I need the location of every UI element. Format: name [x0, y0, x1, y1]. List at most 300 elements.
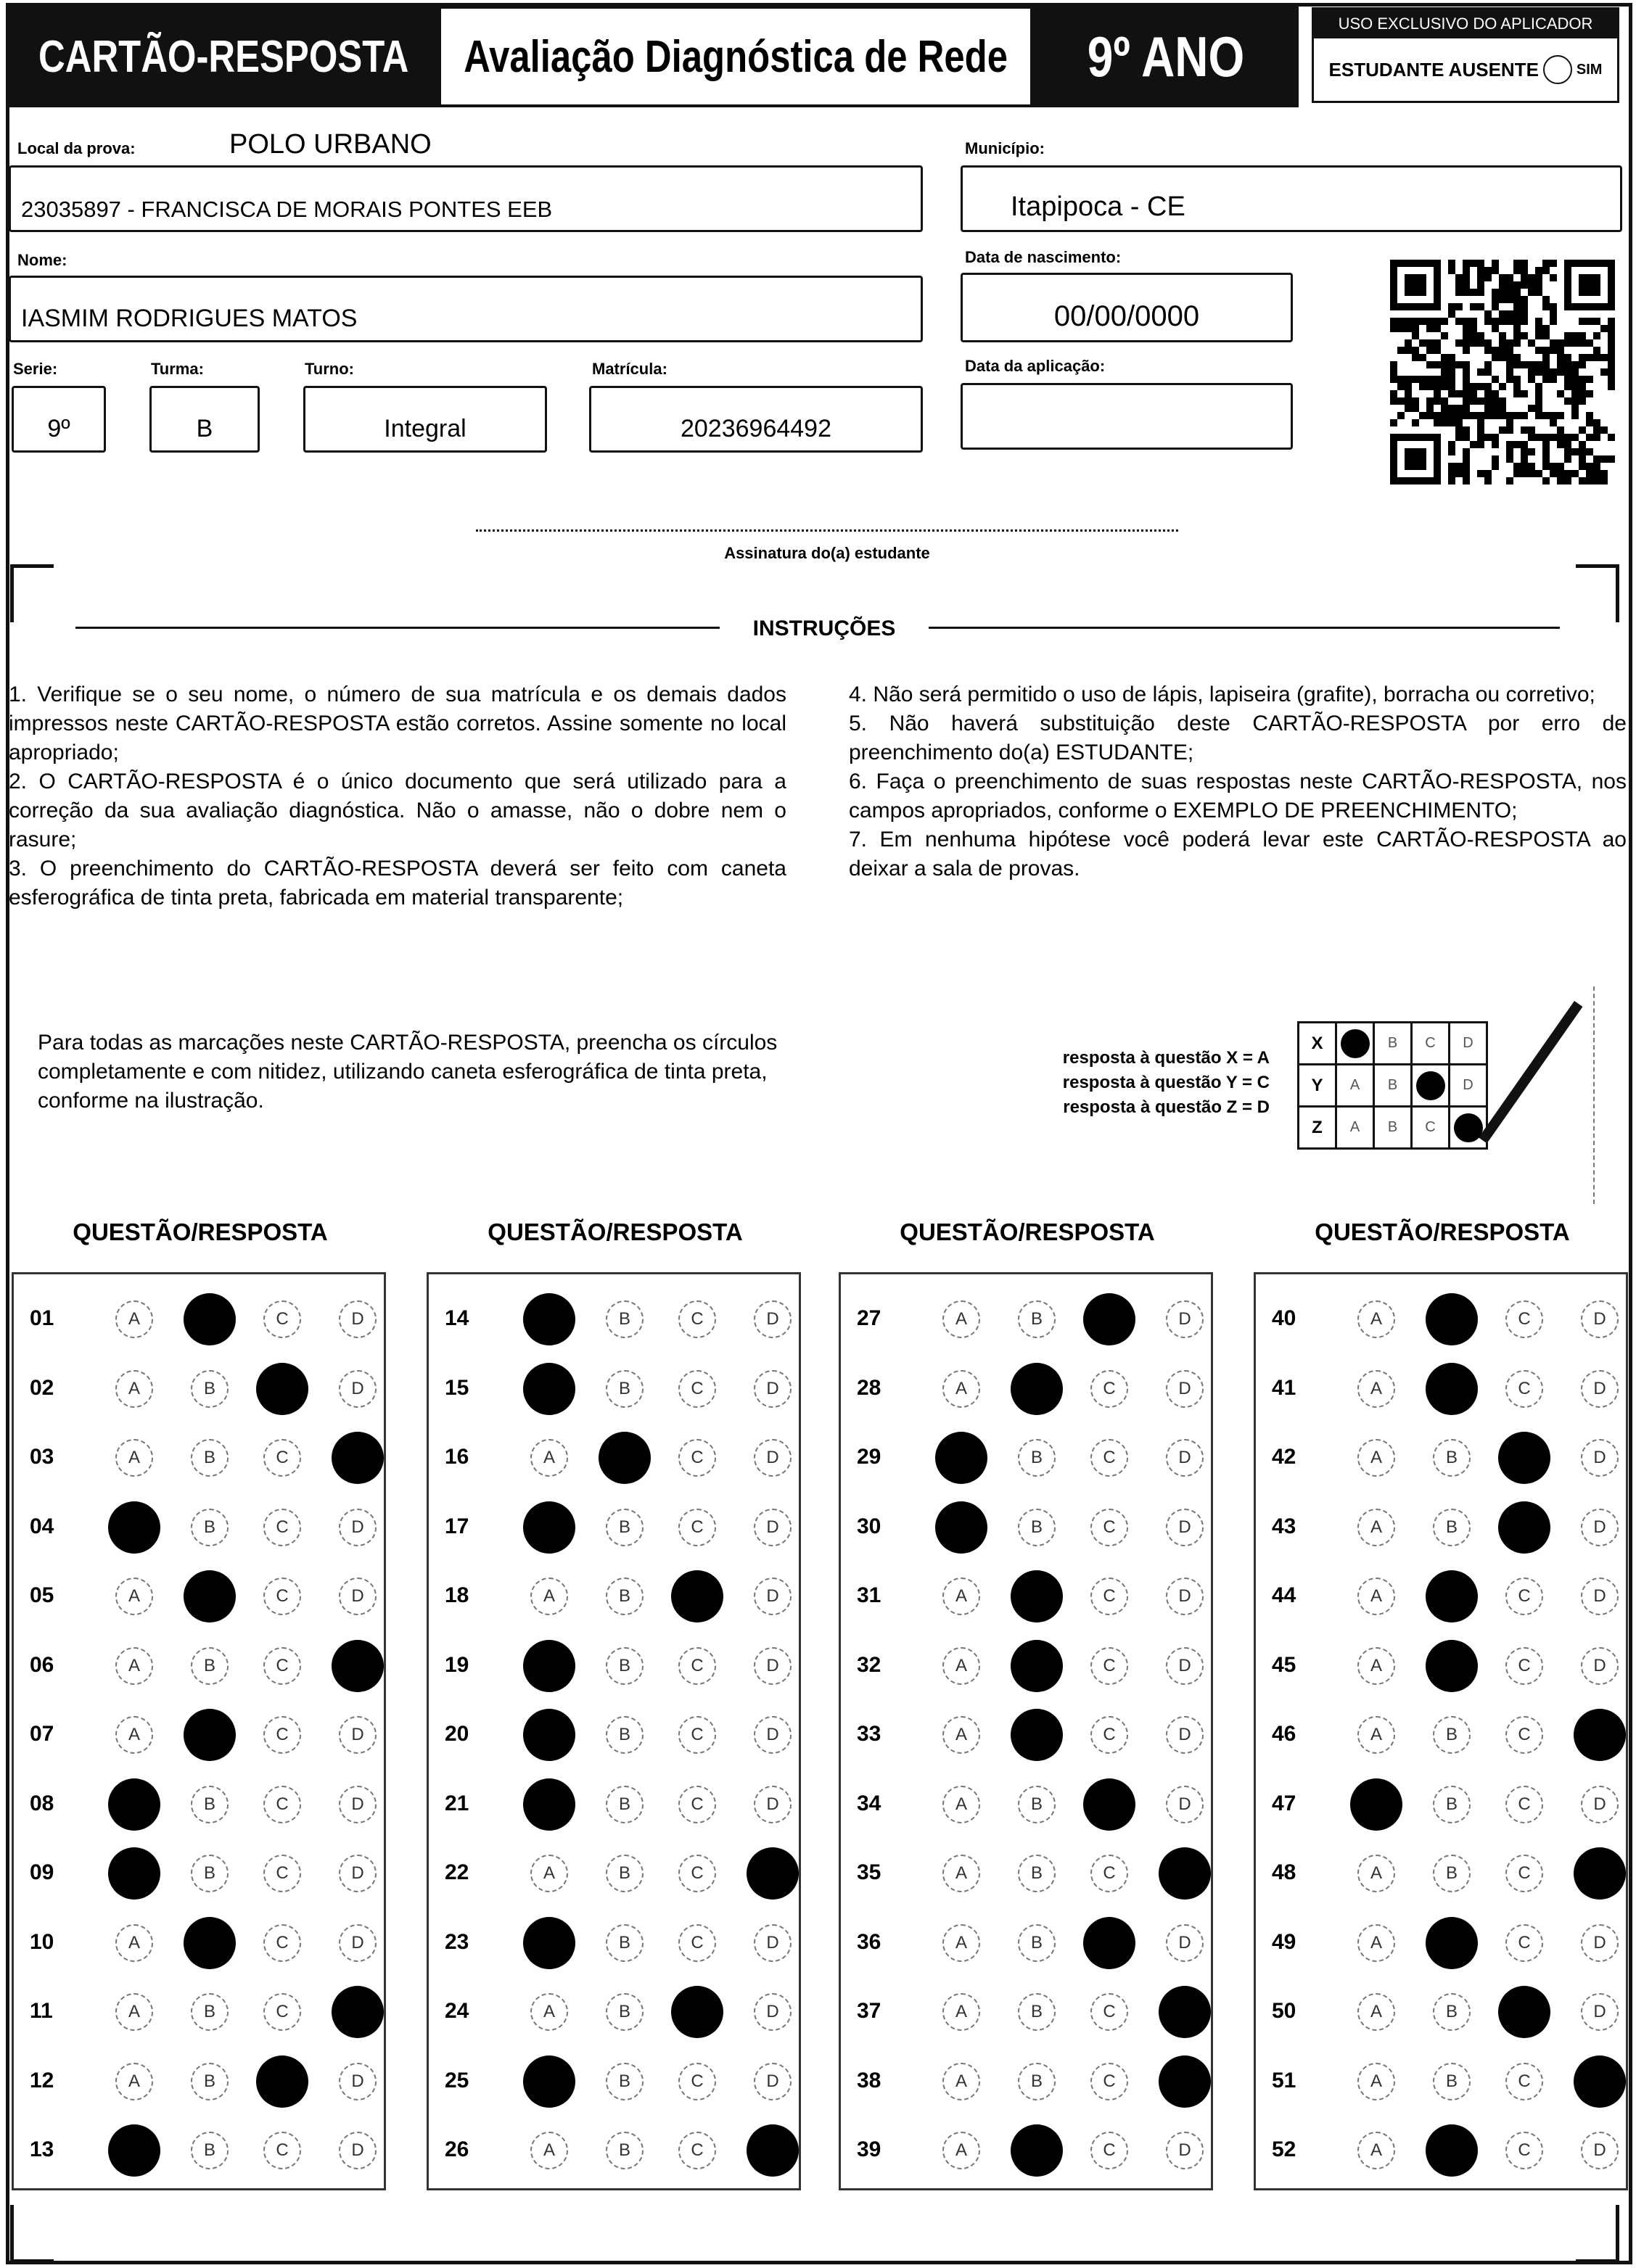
example-line: resposta à questão Y = C	[1062, 1073, 1270, 1092]
corner-bracket	[10, 564, 54, 622]
question-number: 49	[1272, 1929, 1296, 1954]
answer-bubble[interactable]: A	[1357, 1300, 1395, 1338]
answer-bubble-filled[interactable]	[332, 1986, 384, 2038]
turma-value: B	[196, 415, 213, 442]
answer-bubble[interactable]: A	[115, 1993, 153, 2031]
municipio-field	[961, 165, 1622, 232]
answer-bubble-filled[interactable]	[1083, 1917, 1135, 1969]
answer-bubble[interactable]: D	[1166, 1578, 1204, 1615]
question-row	[841, 2116, 1211, 2185]
question-number: 27	[857, 1306, 881, 1330]
answer-bubble[interactable]: D	[339, 1924, 377, 1962]
question-number: 09	[30, 1860, 54, 1884]
answer-bubble[interactable]: B	[191, 1509, 229, 1546]
answer-bubble[interactable]: C	[1505, 1855, 1543, 1892]
answer-bubble[interactable]: A	[115, 1300, 153, 1338]
example-bubble: D	[1450, 1065, 1487, 1107]
answer-bubble[interactable]: B	[1433, 1509, 1471, 1546]
answer-bubble[interactable]: C	[1090, 1509, 1128, 1546]
answer-bubble[interactable]: D	[1166, 1924, 1204, 1962]
answer-bubble[interactable]: B	[191, 1439, 229, 1477]
answer-bubble[interactable]: B	[606, 1509, 644, 1546]
answer-bubble[interactable]: A	[1357, 1716, 1395, 1754]
answer-bubble[interactable]: B	[606, 1993, 644, 2031]
answer-bubble[interactable]: A	[530, 1439, 568, 1477]
question-row	[14, 1631, 384, 1701]
answer-bubble[interactable]: B	[606, 1855, 644, 1892]
answer-bubble[interactable]: B	[1433, 2063, 1471, 2100]
answer-bubble-filled[interactable]	[256, 1363, 308, 1415]
fill-note: Para todas as marcações neste CARTÃO-RESPOSTA, preencha os círculos completamente e com nitidez, utilizando caneta esferográfica de tinta preta, conforme na ilustração.	[38, 1031, 778, 1113]
answer-bubble[interactable]: B	[606, 2063, 644, 2100]
answer-bubble-filled[interactable]	[1498, 1432, 1550, 1484]
answer-bubble-filled[interactable]	[332, 1432, 384, 1484]
answer-bubble[interactable]: B	[606, 2132, 644, 2169]
question-number: 10	[30, 1929, 54, 1954]
answer-bubble[interactable]: B	[606, 1578, 644, 1615]
answer-bubble[interactable]: C	[678, 1647, 716, 1685]
serie-value: 9º	[47, 415, 70, 442]
answer-bubble[interactable]: C	[1090, 2132, 1128, 2169]
answer-bubble-filled[interactable]	[1498, 1501, 1550, 1554]
answer-bubble[interactable]: A	[942, 1855, 980, 1892]
question-row	[841, 1493, 1211, 1562]
answer-bubble[interactable]: D	[1581, 1509, 1619, 1546]
answer-bubble[interactable]: B	[191, 1370, 229, 1408]
question-row	[1256, 1284, 1626, 1354]
question-row	[429, 1839, 799, 1908]
school-value: 23035897 - FRANCISCA DE MORAIS PONTES EEB	[21, 197, 553, 222]
question-number: 19	[445, 1652, 469, 1677]
example-bubble: D	[1450, 1023, 1487, 1065]
answer-bubble[interactable]: B	[191, 1855, 229, 1892]
nome-field	[9, 276, 923, 342]
answer-bubble[interactable]: A	[115, 1370, 153, 1408]
answer-bubble-filled[interactable]	[108, 1501, 160, 1554]
answer-bubble-filled[interactable]	[671, 1570, 723, 1622]
answer-bubble[interactable]: C	[1090, 1716, 1128, 1754]
answer-bubble[interactable]: B	[1433, 1993, 1471, 2031]
applicator-box	[1312, 7, 1619, 103]
absent-checkbox[interactable]	[1543, 55, 1572, 84]
answer-column	[839, 1272, 1213, 2190]
answer-bubble[interactable]: C	[1505, 1647, 1543, 1685]
answer-bubble-filled[interactable]	[1011, 2124, 1063, 2177]
exam-title	[438, 6, 1033, 107]
answer-bubble-filled[interactable]	[523, 1709, 575, 1761]
answer-bubble[interactable]: D	[1166, 1647, 1204, 1685]
question-row	[841, 1562, 1211, 1631]
instruction-item: 1. Verifique se o seu nome, o número de sua matrícula e os demais dados impressos neste CARTÃO-RESPOSTA estão corretos. Assine somente no local apropriado;	[9, 683, 786, 764]
answer-bubble[interactable]: A	[1357, 1578, 1395, 1615]
answer-bubble[interactable]: D	[1581, 1786, 1619, 1823]
example-bubble: B	[1374, 1023, 1412, 1065]
question-row	[1256, 2047, 1626, 2116]
answer-bubble[interactable]: C	[263, 1993, 301, 2031]
answer-bubble[interactable]: C	[1505, 2063, 1543, 2100]
answer-bubble[interactable]: B	[1433, 1439, 1471, 1477]
answer-bubble[interactable]: D	[1166, 1300, 1204, 1338]
answer-bubble-filled[interactable]	[1574, 2055, 1626, 2108]
answer-bubble[interactable]: B	[191, 2063, 229, 2100]
answer-bubble[interactable]: D	[339, 1855, 377, 1892]
question-row	[841, 1354, 1211, 1424]
answer-bubble[interactable]: D	[1581, 2132, 1619, 2169]
instructions-title: INSTRUÇÕES	[752, 617, 896, 640]
corner-bracket	[1576, 2205, 1619, 2263]
answer-bubble[interactable]: A	[1357, 1855, 1395, 1892]
answer-bubble-filled[interactable]	[523, 2055, 575, 2108]
answer-bubble[interactable]: B	[191, 1786, 229, 1823]
answer-bubble[interactable]: C	[263, 1509, 301, 1546]
answer-bubble[interactable]: D	[1581, 1439, 1619, 1477]
answer-bubble[interactable]: D	[1581, 1647, 1619, 1685]
answer-bubble[interactable]: A	[942, 1993, 980, 2031]
answer-bubble[interactable]: B	[1018, 1300, 1056, 1338]
example-question-label: X	[1299, 1023, 1336, 1065]
question-row	[1256, 1977, 1626, 2047]
answer-bubble[interactable]: D	[754, 1647, 792, 1685]
question-number: 38	[857, 2068, 881, 2092]
answer-bubble[interactable]: A	[1357, 1439, 1395, 1477]
answer-bubble[interactable]: D	[1166, 1509, 1204, 1546]
answer-bubble[interactable]: D	[1166, 2132, 1204, 2169]
instruction-item: 4. Não será permitido o uso de lápis, lapiseira (grafite), borracha ou corretivo;	[849, 683, 1595, 706]
answer-bubble[interactable]: D	[339, 1578, 377, 1615]
question-row	[429, 1423, 799, 1493]
answer-bubble[interactable]: C	[1505, 1370, 1543, 1408]
answer-bubble[interactable]: C	[678, 1924, 716, 1962]
answer-bubble-filled[interactable]	[1011, 1640, 1063, 1692]
answer-bubble-filled[interactable]	[1426, 1917, 1478, 1969]
answer-bubble[interactable]: D	[1166, 1786, 1204, 1823]
answer-bubble[interactable]: D	[339, 2063, 377, 2100]
question-row	[14, 1423, 384, 1493]
answer-bubble[interactable]: B	[1018, 1509, 1056, 1546]
question-row	[1256, 1562, 1626, 1631]
turno-label: Turno:	[305, 360, 355, 378]
question-row	[429, 1977, 799, 2047]
answer-bubble[interactable]: C	[1505, 1716, 1543, 1754]
question-number: 06	[30, 1652, 54, 1677]
answer-bubble[interactable]: D	[339, 1300, 377, 1338]
card-title-text: CARTÃO-RESPOSTA	[38, 31, 409, 82]
answer-bubble[interactable]: D	[754, 1578, 792, 1615]
answer-bubble[interactable]: C	[678, 1370, 716, 1408]
question-row	[14, 2047, 384, 2116]
answer-bubble[interactable]: A	[942, 1647, 980, 1685]
question-number: 25	[445, 2068, 469, 2092]
answer-bubble-filled[interactable]	[184, 1570, 236, 1622]
answer-bubble-filled[interactable]	[256, 2055, 308, 2108]
answer-bubble[interactable]: D	[754, 1509, 792, 1546]
answer-bubble[interactable]: B	[606, 1924, 644, 1962]
answer-bubble[interactable]: A	[1357, 2063, 1395, 2100]
answer-bubble[interactable]: D	[339, 2132, 377, 2169]
answer-bubble[interactable]: A	[942, 1300, 980, 1338]
answer-bubble[interactable]: D	[754, 1993, 792, 2031]
answer-bubble[interactable]: A	[115, 1647, 153, 1685]
answer-bubble[interactable]: D	[754, 1716, 792, 1754]
answer-bubble-filled[interactable]	[523, 1363, 575, 1415]
answer-bubble[interactable]: D	[339, 1370, 377, 1408]
answer-bubble-filled[interactable]	[1159, 1986, 1211, 2038]
answer-bubble-filled[interactable]	[1011, 1570, 1063, 1622]
applicator-title: USO EXCLUSIVO DO APLICADOR	[1338, 15, 1593, 33]
answer-bubble[interactable]: A	[115, 1924, 153, 1962]
instruction-item: 6. Faça o preenchimento de suas respostas neste CARTÃO-RESPOSTA, nos campos apropriados, conforme o EXEMPLO DE PREENCHIMENTO;	[849, 770, 1627, 822]
answer-bubble[interactable]: A	[942, 1370, 980, 1408]
answer-bubble[interactable]: C	[1090, 1855, 1128, 1892]
answer-bubble[interactable]: C	[678, 2063, 716, 2100]
answer-bubble[interactable]: B	[191, 1647, 229, 1685]
answer-bubble[interactable]: A	[942, 2132, 980, 2169]
answer-bubble-filled[interactable]	[1426, 2124, 1478, 2177]
answer-bubble[interactable]: C	[1505, 1578, 1543, 1615]
answer-bubble[interactable]: D	[1581, 1578, 1619, 1615]
question-number: 08	[30, 1791, 54, 1815]
answer-bubble[interactable]: B	[191, 1993, 229, 2031]
answer-bubble-filled[interactable]	[1083, 1293, 1135, 1345]
question-number: 24	[445, 1999, 469, 2023]
question-row	[841, 1423, 1211, 1493]
answer-bubble[interactable]: D	[1581, 1993, 1619, 2031]
question-number: 40	[1272, 1306, 1296, 1330]
question-number: 18	[445, 1583, 469, 1607]
answer-bubble[interactable]: B	[606, 1786, 644, 1823]
question-number: 48	[1272, 1860, 1296, 1884]
answer-bubble[interactable]: A	[530, 2132, 568, 2169]
answer-bubble[interactable]: C	[1090, 1439, 1128, 1477]
answer-bubble[interactable]: C	[1090, 1647, 1128, 1685]
answer-bubble[interactable]: D	[754, 1786, 792, 1823]
question-number: 04	[30, 1514, 54, 1538]
answer-bubble[interactable]: C	[263, 1647, 301, 1685]
answer-bubble-filled[interactable]	[935, 1432, 987, 1484]
answer-bubble-filled[interactable]	[523, 1640, 575, 1692]
question-row	[841, 1977, 1211, 2047]
answer-bubble[interactable]: A	[530, 1993, 568, 2031]
answer-bubble[interactable]: C	[678, 1855, 716, 1892]
municipio-value: Itapipoca - CE	[1011, 191, 1185, 222]
answer-bubble[interactable]: C	[678, 2132, 716, 2169]
answer-bubble-filled[interactable]	[1574, 1847, 1626, 1900]
absent-option-label: SIM	[1576, 61, 1603, 78]
answer-bubble-filled[interactable]	[1498, 1986, 1550, 2038]
answer-bubble[interactable]: A	[1357, 1509, 1395, 1546]
answer-bubble-filled[interactable]	[523, 1501, 575, 1554]
answer-bubble[interactable]: B	[606, 1716, 644, 1754]
answer-bubble[interactable]: C	[678, 1300, 716, 1338]
answer-bubble[interactable]: B	[1018, 2063, 1056, 2100]
answer-bubble-filled[interactable]	[1159, 2055, 1211, 2108]
answer-bubble-filled[interactable]	[523, 1917, 575, 1969]
question-number: 13	[30, 2137, 54, 2161]
signature-line[interactable]	[476, 529, 1178, 532]
answer-bubble[interactable]: D	[754, 1370, 792, 1408]
matricula-field	[589, 386, 923, 453]
answer-bubble[interactable]: A	[942, 1716, 980, 1754]
answer-bubble[interactable]: C	[263, 1716, 301, 1754]
question-number: 43	[1272, 1514, 1296, 1538]
answer-bubble[interactable]: D	[754, 1439, 792, 1477]
question-number: 28	[857, 1375, 881, 1400]
answer-bubble-filled[interactable]	[1574, 1709, 1626, 1761]
question-row	[1256, 1354, 1626, 1424]
example-bubble: C	[1412, 1023, 1450, 1065]
answer-bubble[interactable]: D	[754, 2063, 792, 2100]
answer-bubble-filled[interactable]	[184, 1709, 236, 1761]
answer-bubble-filled[interactable]	[1159, 1847, 1211, 1900]
answer-bubble-filled[interactable]	[523, 1778, 575, 1831]
answer-bubble[interactable]: D	[1581, 1300, 1619, 1338]
answer-bubble[interactable]: C	[1090, 1993, 1128, 2031]
answer-bubble[interactable]: C	[678, 1439, 716, 1477]
answer-bubble[interactable]: A	[1357, 1993, 1395, 2031]
answer-bubble[interactable]: B	[1433, 1716, 1471, 1754]
question-number: 34	[857, 1791, 881, 1815]
answer-bubble[interactable]: C	[263, 1855, 301, 1892]
instructions-right	[849, 680, 1627, 883]
answer-bubble[interactable]: C	[263, 1300, 301, 1338]
answer-bubble-filled[interactable]	[1011, 1363, 1063, 1415]
answer-bubble[interactable]: B	[1018, 1786, 1056, 1823]
question-row	[14, 2116, 384, 2185]
answer-bubble[interactable]: A	[530, 1855, 568, 1892]
answer-bubble[interactable]: B	[1018, 1439, 1056, 1477]
example-row	[1299, 1065, 1487, 1107]
answer-bubble[interactable]: C	[1090, 1370, 1128, 1408]
question-row	[14, 1493, 384, 1562]
answer-bubble[interactable]: B	[1018, 1993, 1056, 2031]
answer-bubble-filled[interactable]	[1083, 1778, 1135, 1831]
filled-bubble	[1341, 1029, 1370, 1058]
question-row	[14, 1700, 384, 1770]
answer-bubble-filled[interactable]	[108, 1778, 160, 1831]
answer-bubble[interactable]: C	[1090, 2063, 1128, 2100]
answer-bubble[interactable]: D	[754, 1924, 792, 1962]
example-grid	[1297, 1021, 1488, 1150]
answer-bubble[interactable]: B	[1018, 1924, 1056, 1962]
answer-bubble[interactable]: A	[115, 2063, 153, 2100]
answer-bubble[interactable]: B	[606, 1370, 644, 1408]
answer-bubble[interactable]: C	[263, 1439, 301, 1477]
answer-bubble-filled[interactable]	[599, 1432, 651, 1484]
local-label: Local da prova:	[17, 139, 136, 157]
answer-bubble[interactable]: B	[606, 1300, 644, 1338]
answer-bubble[interactable]: D	[1581, 1370, 1619, 1408]
answer-bubble[interactable]: B	[1018, 1855, 1056, 1892]
answer-bubble[interactable]: A	[115, 1716, 153, 1754]
corner-bracket	[10, 2205, 54, 2263]
answer-bubble-filled[interactable]	[523, 1293, 575, 1345]
answer-bubble-filled[interactable]	[332, 1640, 384, 1692]
answer-bubble[interactable]: C	[263, 1924, 301, 1962]
answer-bubble-filled[interactable]	[184, 1917, 236, 1969]
answer-bubble[interactable]: D	[1166, 1439, 1204, 1477]
answer-bubble[interactable]: B	[606, 1647, 644, 1685]
answer-bubble[interactable]: D	[339, 1786, 377, 1823]
example-question-label: Y	[1299, 1065, 1336, 1107]
answer-bubble[interactable]: C	[678, 1509, 716, 1546]
answer-bubble[interactable]: A	[942, 1924, 980, 1962]
answer-bubble-filled[interactable]	[184, 1293, 236, 1345]
answer-bubble[interactable]: A	[942, 1786, 980, 1823]
answer-bubble[interactable]: C	[263, 1786, 301, 1823]
answer-bubble[interactable]: D	[339, 1509, 377, 1546]
question-number: 31	[857, 1583, 881, 1607]
answer-bubble[interactable]: A	[1357, 1924, 1395, 1962]
turno-value: Integral	[384, 415, 466, 442]
answer-bubble-filled[interactable]	[935, 1501, 987, 1554]
answer-bubble-filled[interactable]	[747, 2124, 799, 2177]
answer-bubble-filled[interactable]	[1426, 1570, 1478, 1622]
divider	[929, 627, 1560, 629]
answer-bubble[interactable]: D	[1166, 1370, 1204, 1408]
question-number: 35	[857, 1860, 881, 1884]
answer-bubble[interactable]: A	[530, 1578, 568, 1615]
divider	[75, 627, 720, 629]
answer-bubble-filled[interactable]	[1426, 1363, 1478, 1415]
answer-bubble[interactable]: C	[263, 1578, 301, 1615]
answer-bubble[interactable]: C	[1505, 1300, 1543, 1338]
answer-bubble[interactable]: C	[1505, 1924, 1543, 1962]
answer-bubble[interactable]: D	[1581, 1924, 1619, 1962]
answer-bubble[interactable]: D	[339, 1716, 377, 1754]
question-number: 15	[445, 1375, 469, 1400]
answer-bubble[interactable]: A	[115, 1439, 153, 1477]
answer-bubble-filled[interactable]	[671, 1986, 723, 2038]
answer-bubble[interactable]: D	[1166, 1716, 1204, 1754]
column-header: QUESTÃO/RESPOSTA	[488, 1218, 743, 1245]
answer-bubble-filled[interactable]	[108, 2124, 160, 2177]
answer-bubble[interactable]: C	[1505, 1786, 1543, 1823]
answer-bubble[interactable]: A	[942, 1578, 980, 1615]
column-header: QUESTÃO/RESPOSTA	[900, 1218, 1155, 1245]
question-number: 14	[445, 1306, 469, 1330]
answer-bubble[interactable]: A	[115, 1578, 153, 1615]
question-row	[841, 1631, 1211, 1701]
question-number: 50	[1272, 1999, 1296, 2023]
question-row	[841, 1839, 1211, 1908]
answer-bubble[interactable]: C	[1090, 1578, 1128, 1615]
divider	[1593, 986, 1595, 1204]
answer-bubble[interactable]: A	[942, 2063, 980, 2100]
question-row	[1256, 1908, 1626, 1978]
example-question-label: Z	[1299, 1107, 1336, 1149]
answer-bubble-filled[interactable]	[1011, 1709, 1063, 1761]
answer-bubble[interactable]: C	[263, 2132, 301, 2169]
answer-bubble[interactable]: D	[754, 1300, 792, 1338]
question-number: 11	[30, 1999, 53, 2023]
answer-bubble-filled[interactable]	[747, 1847, 799, 1900]
answer-bubble-filled[interactable]	[1350, 1778, 1402, 1831]
answer-bubble[interactable]: A	[1357, 1370, 1395, 1408]
answer-bubble[interactable]: C	[678, 1786, 716, 1823]
answer-bubble[interactable]: A	[1357, 2132, 1395, 2169]
answer-bubble-filled[interactable]	[108, 1847, 160, 1900]
qr-code	[1390, 258, 1615, 486]
answer-bubble[interactable]: A	[1357, 1647, 1395, 1685]
answer-bubble[interactable]: B	[1433, 1855, 1471, 1892]
question-number: 39	[857, 2137, 881, 2161]
answer-bubble[interactable]: B	[191, 2132, 229, 2169]
answer-bubble-filled[interactable]	[1426, 1293, 1478, 1345]
answer-bubble[interactable]: B	[1433, 1786, 1471, 1823]
answer-bubble[interactable]: C	[1505, 2132, 1543, 2169]
answer-bubble[interactable]: C	[678, 1716, 716, 1754]
answer-bubble-filled[interactable]	[1426, 1640, 1478, 1692]
